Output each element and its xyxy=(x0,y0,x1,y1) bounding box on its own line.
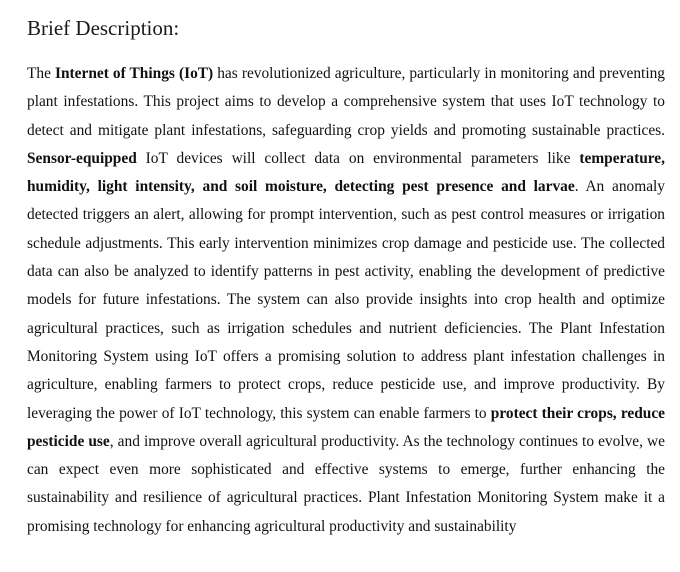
section-heading: Brief Description: xyxy=(27,16,180,40)
text-run-5: , and improve overall agricultural productivity. As the technology continues to evolve, we can expect even more sophisticated and effective systems to emerge, further enhancing the sustainability and resilience of agricultural practices. Plant Infestation Monitoring System make it a promising technology for enhancing agricultural productivity and sustainability xyxy=(27,432,665,535)
text-run-1: The xyxy=(27,65,55,82)
document-page xyxy=(27,14,665,541)
bold-run-iot: Internet of Things (IoT) xyxy=(55,65,214,82)
bold-run-parameters: temperature, humidity, light intensity, and soil moisture, detecting pest presence and larvae xyxy=(27,149,665,196)
bold-run-sensor: Sensor-equipped xyxy=(27,149,137,167)
text-run-3: IoT devices will collect data on environmental parameters like xyxy=(136,149,580,167)
text-run-4: . An anomaly detected triggers an alert, allowing for prompt intervention, such as pest control measures or irrigation schedule adjustments. This early intervention minimizes crop damage and pesticide use. The collected data can also be analyzed to identify patterns in pest activity, enabling the development of predictive models for future infestations. The system can also provide insights into crop health and optimize agricultural practices, such as irrigation schedules and nutrient deficiencies. The Plant Infestation Monitoring System using IoT offers a promising solution to address plant infestation challenges in agriculture, enabling farmers to protect crops, reduce pesticide use, and improve productivity. By leveraging the power of IoT technology, this system can enable farmers to xyxy=(27,178,665,422)
text-run-2: has revolutionized agriculture, particularly in monitoring and preventing plant infestations. This project aims to develop a comprehensive system that uses IoT technology to detect and mitigate plant infestations, safeguarding crop yields and promoting sustainable practices. xyxy=(27,65,665,139)
bold-run-protect: protect their crops, reduce pesticide use xyxy=(27,404,665,450)
description-paragraph xyxy=(27,60,665,541)
